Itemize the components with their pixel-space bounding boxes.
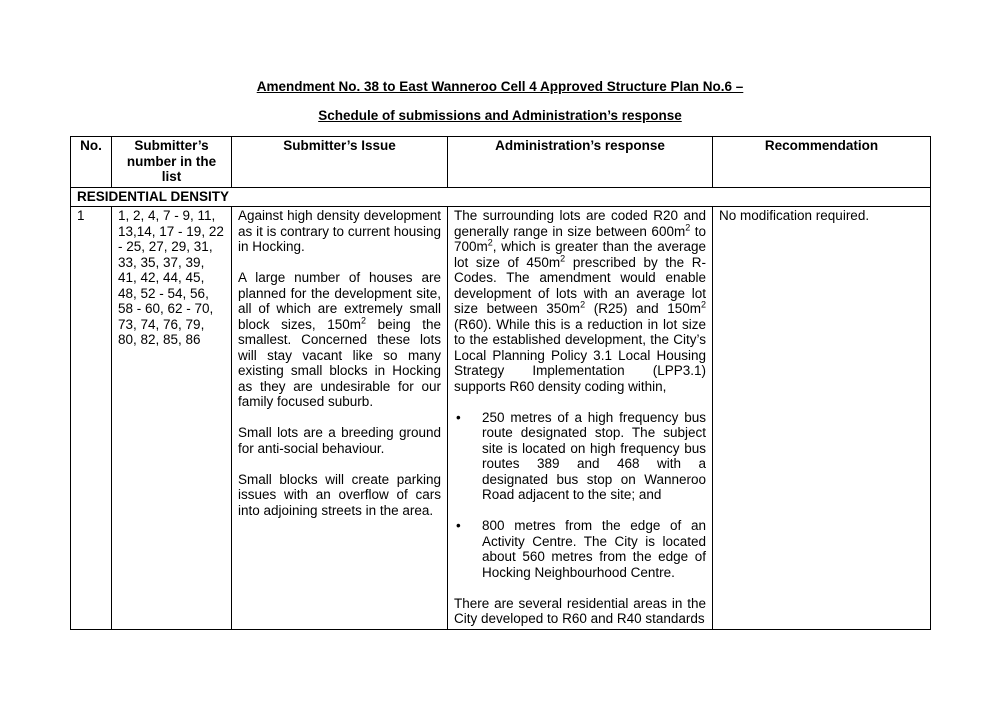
response-paragraph: There are several residential areas in the City developed to R60 and R40 standards [454,595,706,626]
header-submitter-number: Submitter’s number in the list [112,137,232,188]
bullet-icon: • [456,518,461,533]
header-administration-response: Administration’s response [448,137,713,188]
response-bullet-list [454,410,706,581]
administration-response [448,207,713,630]
submissions-table [70,136,931,630]
issue-paragraph: A large number of houses are planned for the development site, all of which are extremely small block sizes, $150m^2$ being the smallest. Concerned these lots will stay vacant like so many existing small blocks in Hocking as they are undesirable for our family focused suburb. [238,270,441,409]
submitter-numbers: 1, 2, 4, 7 - 9, 11, 13,14, 17 - 19, 22 - 25, 27, 29, 31, 33, 35, 37, 39, 41, 42, 44, 45, 48, 52 - 54, 56, 58 - 60, 62 - 70, 73, 74, 76, 79, 80, 82, 85, 86 [112,207,232,630]
table-header-row [71,137,931,188]
table-row [71,207,931,630]
issue-paragraph: Against high density development as it is contrary to current housing in Hocking. [238,208,441,254]
document-subtitle: Schedule of submissions and Administration’s response [318,108,682,123]
bullet-icon: • [456,409,461,425]
list-item: • 800 metres from the edge of an Activity Centre. The City is located about 560 metres from the edge of Hocking Neighbourhood Centre. [456,518,706,580]
list-item: • 250 metres of a high frequency bus route designated stop. The subject site is located on high frequency bus routes 389 and 468 with a designated bus stop on Wanneroo Road adjacent to the site; and [456,409,706,502]
response-paragraph: The surrounding lots are coded R20 and generally range in size between $600m^2$ to $700m^2$, which is greater than the average lot size of $450m^2$ prescribed by the R-Codes. The amendment would enable development of lots with an average lot size between $350m^2$ (R25) and $150m^2$ (R60). While this is a reduction in lot size to the established development, the City’s Local Planning Policy 3.1 Local Housing Strategy Implementation (LPP3.1) supports R60 density coding within, [454,208,707,394]
header-no: No. [71,137,112,188]
document-title: Amendment No. 38 to East Wanneroo Cell 4 Approved Structure Plan No.6 – [256,79,744,94]
submitter-issue [232,207,448,630]
section-row [71,187,931,207]
header-submitter-issue: Submitter’s Issue [232,137,448,188]
header-recommendation: Recommendation [713,137,931,188]
section-label: RESIDENTIAL DENSITY [71,187,931,207]
row-number: 1 [71,207,112,630]
issue-paragraph: Small blocks will create parking issues with an overflow of cars into adjoining streets in the area. [238,471,441,518]
issue-paragraph: Small lots are a breeding ground for anti-social behaviour. [238,425,441,456]
recommendation: No modification required. [713,207,931,630]
